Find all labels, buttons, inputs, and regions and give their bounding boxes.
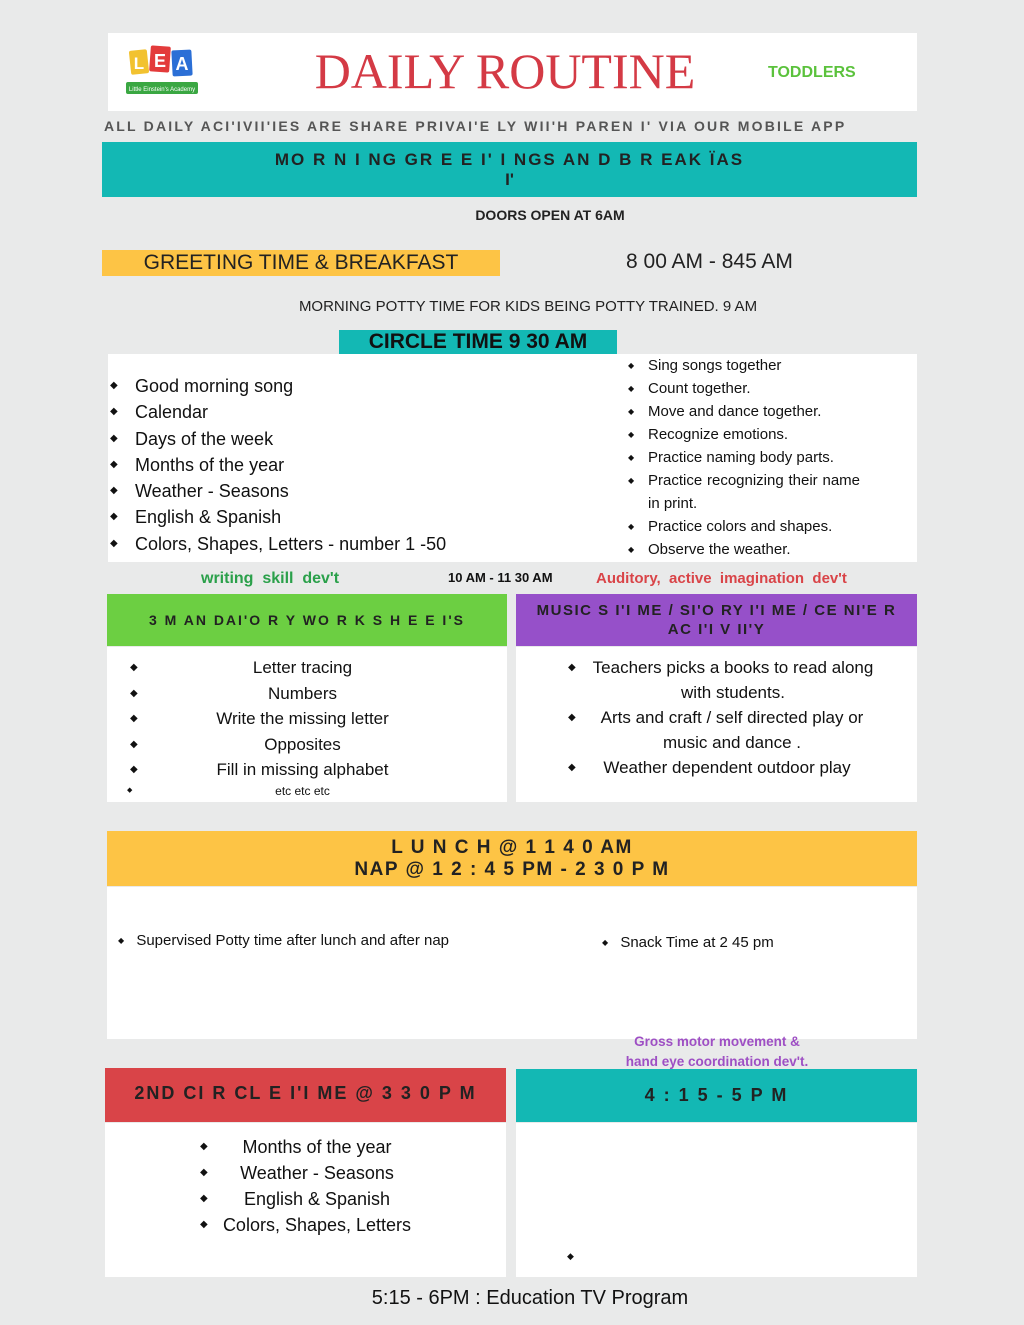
circle-left-list [110, 373, 530, 557]
circle-time-title: CIRCLE TIME 9 30 AM [368, 330, 588, 353]
morning-banner [102, 142, 917, 197]
list-item: ◆ Numbers [125, 681, 480, 707]
list-item: ◆ Practice colors and shapes. [628, 515, 860, 538]
diamond-bullet-icon: ◆ [110, 432, 118, 444]
gross-motor-caption: Gross motor movement & hand eye coordination dev't. [625, 1034, 809, 1069]
diamond-bullet-icon: ◆ [130, 662, 138, 673]
nap-time: NAP @ 1 2 : 4 5 PM - 2 3 0 P M [354, 858, 670, 880]
diamond-bullet-icon: ◆ [628, 522, 635, 531]
auditory-caption: Auditory, active imagination dev't [596, 570, 847, 587]
music-story-list [568, 655, 888, 780]
list-item: ◆ Arts and craft / self directed play or music and dance . [568, 705, 888, 755]
list-item: ◆ Practice naming body parts. [628, 446, 860, 469]
diamond-bullet-icon: ◆ [200, 1219, 208, 1230]
page-title: DAILY ROUTINE [314, 43, 696, 99]
list-item: ◆ Observe the weather. [628, 538, 860, 561]
list-item: ◆ Write the missing letter [125, 706, 480, 732]
list-item: ◆ Practice recognizing their name in print. [628, 469, 860, 515]
list-item: ◆ English & Spanish [200, 1186, 420, 1212]
diamond-bullet-icon: ◆ [568, 662, 576, 673]
list-item: ◆ Count together. [628, 377, 860, 400]
circle-right-list [628, 354, 860, 561]
list-item: ◆ Snack Time at 2 45 pm [602, 934, 774, 951]
list-item: ◆ Months of the year [110, 452, 530, 478]
diamond-bullet-icon: ◆ [568, 712, 576, 723]
diamond-bullet-icon: ◆ [130, 764, 138, 775]
diamond-bullet-icon: ◆ [110, 458, 118, 470]
diamond-bullet-icon: ◆ [118, 936, 125, 945]
greeting-time: 8 00 AM - 845 AM [626, 250, 793, 273]
diamond-bullet-icon: ◆ [130, 738, 138, 750]
diamond-bullet-icon: ◆ [110, 380, 118, 391]
list-item: ◆ Colors, Shapes, Letters - number 1 -50 [110, 531, 530, 557]
diamond-bullet-icon: ◆ [200, 1167, 208, 1178]
svg-text:E: E [153, 51, 167, 71]
worksheets-list [125, 655, 480, 799]
music-story-header [516, 594, 917, 646]
doors-open-text: DOORS OPEN AT 6AM [475, 207, 625, 223]
diamond-bullet-icon: ◆ [628, 476, 635, 485]
lunch-time: L U N C H @ 1 1 4 0 AM [391, 836, 633, 858]
list-item: ◆ Weather - Seasons [110, 478, 530, 504]
list-item: ◆ Opposites [125, 732, 480, 758]
midmorning-time: 10 AM - 11 30 AM [448, 570, 553, 585]
list-item: ◆ Good morning song [110, 373, 530, 399]
writing-skill-caption: writing skill dev't [201, 570, 340, 587]
diamond-bullet-icon: ◆ [628, 545, 635, 554]
worksheets-header [107, 594, 507, 646]
list-item: ◆ Fill in missing alphabet [125, 757, 480, 783]
lunch-nap-banner [107, 831, 917, 886]
greeting-label: GREETING TIME & BREAKFAST [143, 251, 459, 274]
morning-banner-title: MO R N I NG GR E E I' I NGS AN D B R EAK ÏAS [274, 149, 745, 169]
diamond-bullet-icon: ◆ [127, 786, 133, 794]
list-item: ◆ Teachers picks a books to read along with students. [568, 655, 888, 705]
diamond-bullet-icon: ◆ [130, 713, 138, 724]
list-item: ◆ Weather dependent outdoor play [568, 755, 888, 780]
list-item: ◆ Colors, Shapes, Letters [200, 1212, 420, 1238]
diamond-bullet-icon: ◆ [130, 687, 138, 699]
diamond-bullet-icon: ◆ [568, 762, 576, 773]
footer-program: 5:15 - 6PM : Education TV Program [371, 1287, 689, 1309]
diamond-bullet-icon: ◆ [567, 1251, 574, 1261]
worksheets-title: 3 M AN DAI'O R Y WO R K S H E E I'S [149, 612, 465, 628]
diamond-bullet-icon: ◆ [200, 1141, 208, 1152]
late-afternoon-header [516, 1069, 917, 1122]
list-item: ◆ etc etc etc [127, 783, 330, 798]
list-item: ◆ Calendar [110, 399, 530, 425]
svg-text:Little Einstein's Academy: Little Einstein's Academy [128, 87, 196, 93]
list-item: ◆ Sing songs together [628, 354, 860, 377]
late-afternoon-panel [516, 1123, 917, 1277]
list-item: ◆ Supervised Potty time after lunch and after nap [118, 932, 450, 949]
svg-text:L: L [133, 54, 145, 73]
diamond-bullet-icon: ◆ [628, 453, 635, 462]
late-afternoon-time: 4 : 1 5 - 5 P M [644, 1085, 789, 1105]
circle-time-title-bar [339, 330, 617, 354]
second-circle-header [105, 1068, 506, 1122]
list-item: ◆ Days of the week [110, 426, 530, 452]
diamond-bullet-icon: ◆ [110, 406, 118, 418]
diamond-bullet-icon: ◆ [200, 1193, 208, 1204]
diamond-bullet-icon: ◆ [602, 938, 609, 947]
music-story-title: MUSIC S I'I ME / SI'O RY I'I ME / CE NI'E R AC I'I V II'Y [536, 602, 897, 638]
lea-logo-icon [124, 42, 202, 98]
morning-banner-title-cont: I' [505, 169, 514, 189]
list-item [567, 1251, 574, 1262]
greeting-label-bar [102, 250, 500, 276]
list-item: ◆ Weather - Seasons [200, 1160, 420, 1186]
diamond-bullet-icon: ◆ [110, 537, 118, 549]
diamond-bullet-icon: ◆ [110, 485, 118, 497]
list-item: ◆ Recognize emotions. [628, 423, 860, 446]
list-item: ◆ Move and dance together. [628, 400, 860, 423]
list-item: ◆ English & Spanish [110, 504, 530, 530]
diamond-bullet-icon: ◆ [628, 361, 635, 370]
diamond-bullet-icon: ◆ [628, 430, 635, 439]
potty-time-text: MORNING POTTY TIME FOR KIDS BEING POTTY TRAINED. 9 AM [298, 298, 758, 315]
list-item: ◆ Months of the year [200, 1134, 420, 1160]
svg-text:A: A [175, 54, 189, 74]
diamond-bullet-icon: ◆ [628, 384, 635, 393]
lunch-nap-panel [107, 887, 917, 1039]
second-circle-list [200, 1134, 420, 1238]
app-notice: ALL DAILY ACI'IVII'IES ARE SHARE PRIVAI'E LY WII'H PAREN I' VIA OUR MOBILE APP [104, 118, 847, 134]
diamond-bullet-icon: ◆ [110, 511, 118, 523]
list-item: ◆ Letter tracing [125, 655, 480, 681]
diamond-bullet-icon: ◆ [628, 407, 635, 416]
age-group-tag: TODDLERS [768, 64, 856, 81]
second-circle-title: 2ND CI R CL E I'I ME @ 3 3 0 P M [134, 1082, 477, 1103]
